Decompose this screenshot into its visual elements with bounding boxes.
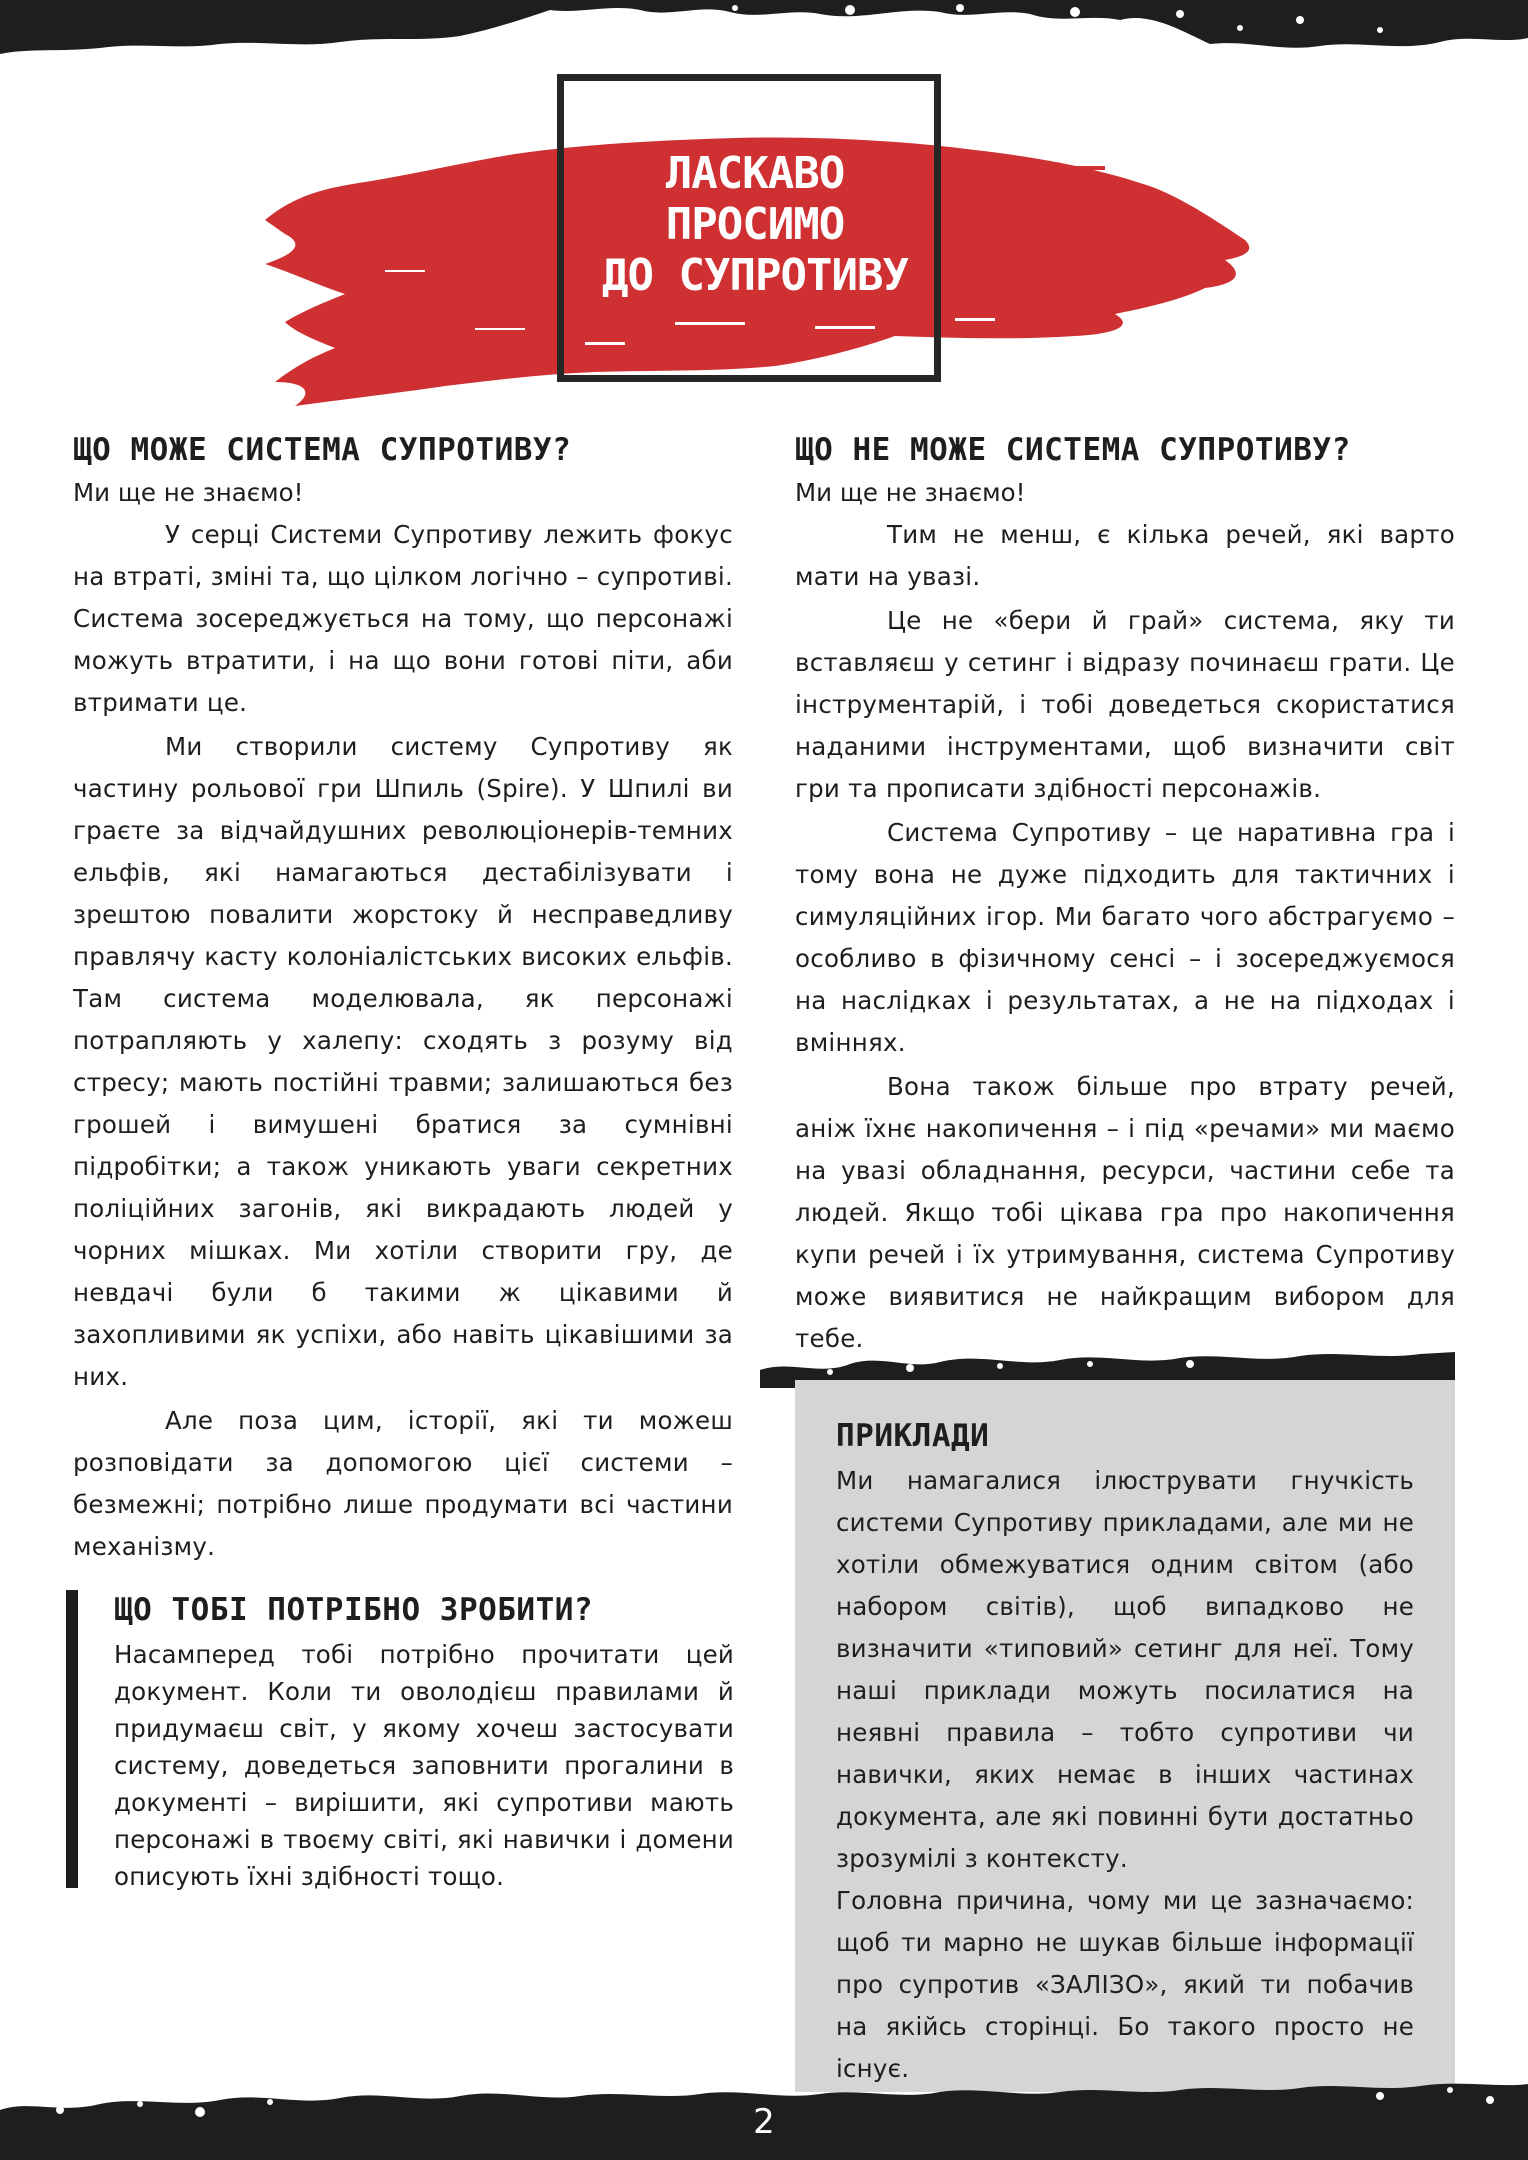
left-paragraph-2: Ми створили систему Супротиву як частину рольової гри Шпиль (Spire). У Шпилі ви граєте за відчайдушних революціонерів-темних ельфів, які намагаються дестабілізувати і зрештою повалити жорстоку й несправедливу правлячу касту колоніалістських високих ельфів. Там система моделювала, як персонажі потрапляють у халепу: сходять з розуму від стресу; мають постійні травми; залишаються без грошей і вимушені братися за сумнівні підробітки; а також уникають уваги секретних поліційних загонів, які викрадають людей у чорних мішках. Ми хотіли створити гру, де невдачі були б такими ж цікавими й захопливими як успіхи, або навіть цікавішими за них.: [73, 732, 733, 1391]
left-lead: Ми ще не знаємо!: [73, 478, 304, 507]
callout-bar: [66, 1590, 78, 1888]
hero-title: [545, 148, 965, 301]
top-grunge-border: [0, 0, 1528, 80]
right-paragraph-1: Тим не менш, є кілька речей, які варто мати на увазі.: [795, 520, 1455, 591]
hero-title-line-3: ДО СУПРОТИВУ: [602, 250, 908, 301]
hero-banner: [255, 70, 1275, 415]
hero-title-line-2: ПРОСИМО: [665, 199, 845, 250]
hero-title-line-1: ЛАСКАВО: [665, 148, 845, 199]
examples-paragraph-2: Головна причина, чому ми це зазначаємо: щоб ти марно не шукав більше інформації про супротив «ЗАЛІЗО», який ти побачив на якійсь сторінці. Бо такого просто не існує.: [836, 1886, 1414, 2083]
right-paragraph-3: Система Супротиву – це наративна гра і тому вона не дуже підходить для тактичних і симуляційних ігор. Ми багато чого абстрагуємо – особливо в фізичному сенсі – і зосереджуємося на наслідках і результатах, а не на підходах і вміннях.: [795, 818, 1455, 1057]
examples-paragraph-1: Ми намагалися ілюструвати гнучкість системи Супротиву прикладами, але ми не хотіли обмежуватися одним світом (або набором світів), щоб випадково не визначити «типовий» сетинг для неї. Тому наші приклади можуть посилатися на неявні правила – тобто супротиви чи навички, яких немає в інших частинах документа, але які повинні бути достатньо зрозумілі з контексту.: [836, 1466, 1414, 1873]
right-paragraph-2: Це не «бери й грай» система, яку ти вставляєш у сетинг і відразу починаєш грати. Це інструментарій, і тобі доведеться скористатися наданими інструментами, щоб визначити світ гри та прописати здібності персонажів.: [795, 606, 1455, 803]
callout-heading: ЩО ТОБІ ПОТРІБНО ЗРОБИТИ?: [114, 1592, 594, 1628]
callout-body: [114, 1588, 734, 1895]
examples-heading: ПРИКЛАДИ: [836, 1418, 990, 1454]
right-lead: Ми ще не знаємо!: [795, 478, 1026, 507]
left-paragraph-1: У серці Системи Супротиву лежить фокус на втраті, зміні та, що цілком логічно – супротиві. Система зосереджується на тому, що персонажі можуть втратити, і на що вони готові піти, аби втримати це.: [73, 520, 733, 717]
examples-box: [795, 1380, 1455, 2092]
todo-callout: [66, 1588, 734, 1890]
left-heading: ЩО МОЖЕ СИСТЕМА СУПРОТИВУ?: [73, 432, 572, 468]
right-column: [795, 428, 1455, 1360]
left-column: [73, 428, 733, 1568]
examples-content: [836, 1414, 1414, 2090]
callout-text: Насамперед тобі потрібно прочитати цей документ. Коли ти оволодієш правилами й придумаєш світ, у якому хочеш застосувати систему, доведеться заповнити прогалини в документі – вирішити, які супротиви мають персонажі в твоєму світі, які навички і домени описують їхні здібності тощо.: [114, 1640, 734, 1891]
right-heading: ЩО НЕ МОЖЕ СИСТЕМА СУПРОТИВУ?: [795, 432, 1351, 468]
right-paragraph-4: Вона також більше про втрату речей, аніж їхнє накопичення – і під «речами» ми маємо на увазі обладнання, ресурси, частини себе та людей. Якщо тобі цікава гра про накопичення купи речей і їх утримування, система Супротиву може виявитися не найкращим вибором для тебе.: [795, 1072, 1455, 1353]
page-number: 2: [753, 2102, 775, 2142]
left-paragraph-3: Але поза цим, історії, які ти можеш розповідати за допомогою цієї системи – безмежні; потрібно лише продумати всі частини механізму.: [73, 1406, 733, 1561]
